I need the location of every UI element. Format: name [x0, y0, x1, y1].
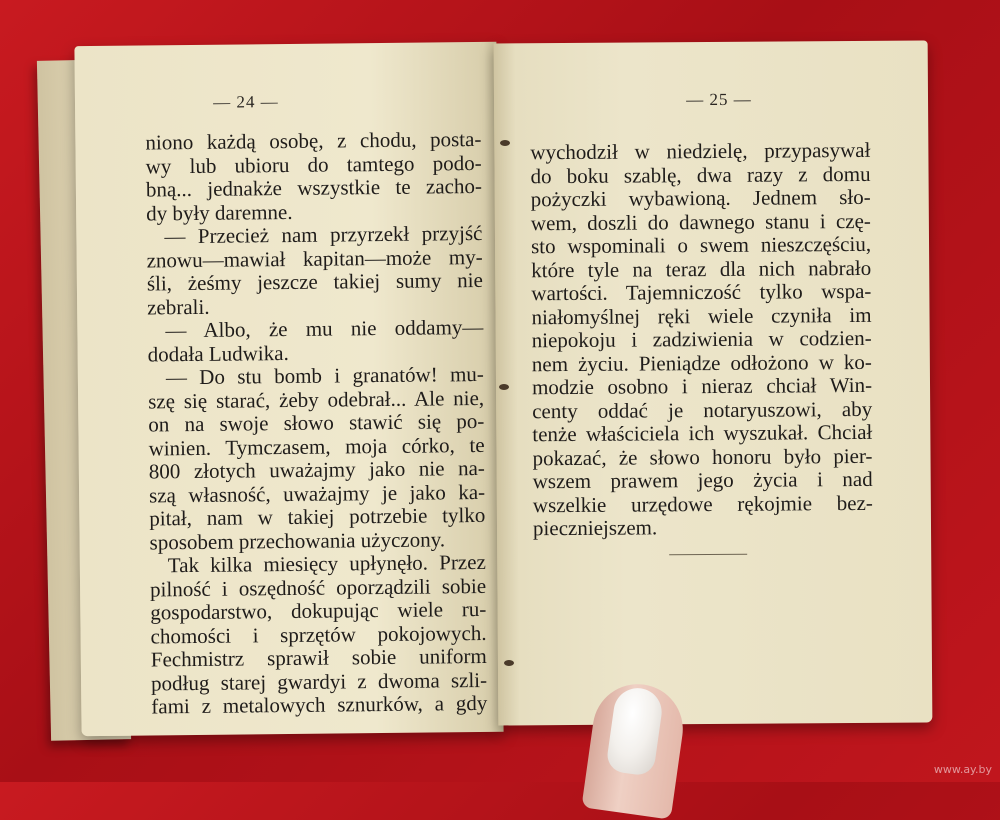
text-line: szą własność, uważajmy je jako ka- — [148, 479, 486, 507]
text-line: centy oddać je notaryuszowi, aby — [532, 396, 873, 423]
binding-stitch — [500, 140, 510, 146]
text-line: wy lub ubioru do tamtego podo- — [145, 150, 482, 178]
text-line: — Przecież nam przyrzekł przyjść — [164, 220, 483, 249]
text-line: bną... jednakże wszystkie te zacho- — [145, 173, 483, 202]
text-line: pilność i oszędność oporządzili sobie — [149, 573, 487, 601]
text-line: Tak kilka miesięcy upłynęło. Przez — [167, 549, 486, 578]
text-line: Fechmistrz sprawił sobie uniform — [150, 643, 487, 672]
text-line: pieczniejszem. — [532, 515, 658, 541]
text-line: sto wspominali o swem nieszczęściu, — [530, 231, 872, 259]
text-line: — Albo, że mu nie oddamy— — [165, 314, 484, 343]
page-number-left: — 24 — — [213, 92, 279, 112]
section-divider — [669, 554, 747, 556]
text-line: pokazać, że słowo honoru było pier- — [532, 443, 873, 470]
left-page — [74, 42, 503, 736]
text-line: śli, żeśmy jeszcze takiej sumy nie — [146, 267, 483, 296]
text-line: — Do stu bomb i granatów! mu- — [165, 361, 484, 390]
text-line: niono każdą osobę, z chodu, posta- — [145, 126, 482, 155]
page-number-right: — 25 — — [686, 89, 752, 110]
text-line: zebrali. — [147, 294, 210, 319]
text-line: wem, doszli do dawnego stanu i czę- — [530, 208, 871, 235]
text-line: niepokoju i zadziwienia w codzien- — [531, 325, 872, 353]
right-page — [494, 40, 933, 725]
binding-stitch — [504, 660, 514, 666]
text-line: niałomyślnej ręki wiele czyniła im — [531, 302, 872, 329]
text-line: znowu—mawiał kapitan—może my- — [146, 244, 483, 272]
text-line: wszem prawem jego życia i nad — [532, 466, 873, 494]
text-line: do boku szablę, dwa razy z domu — [530, 161, 871, 188]
text-line: chomości i sprzętów pokojowych. — [150, 620, 487, 648]
text-line: fami z metalowych sznurków, a gdy — [151, 690, 488, 719]
text-line: nem życiu. Pieniądze odłożono w ko- — [531, 349, 872, 376]
text-line: wartości. Tajemniczość tylko wspa- — [531, 278, 872, 306]
text-line: tenże właściciela ich wyszukał. Chciał — [532, 419, 873, 447]
text-line: wszelkie urzędowe rękojmie bez- — [532, 490, 873, 517]
text-line: on na swoje słowo stawić się po- — [148, 408, 485, 437]
binding-stitch — [499, 384, 509, 390]
text-line: modzie osobno i nieraz chciał Win- — [531, 372, 873, 400]
text-line: dy były daremne. — [146, 199, 293, 225]
text-line: 800 złotych uważajmy jako nie na- — [148, 455, 485, 484]
text-line: podług starej gwardyi z dwoma szli- — [150, 667, 488, 695]
text-line: winien. Tymczasem, moja córko, te — [148, 432, 485, 460]
text-line: pitał, nam w takiej potrzebie tylko — [149, 502, 486, 531]
right-page-text — [530, 139, 873, 541]
text-line: sposobem przechowania użyczony. — [149, 526, 446, 554]
left-page-text — [145, 128, 487, 719]
text-line: dodała Ludwika. — [147, 340, 289, 366]
text-line: pożyczki wybawioną. Jednem sło- — [530, 184, 871, 212]
text-line: szę się starać, żeby odebrał... Ale nie, — [147, 385, 485, 413]
watermark: www.ay.by — [933, 763, 992, 776]
text-line: gospodarstwo, dokupując wiele ru- — [150, 596, 487, 625]
text-line: które tyle na teraz dla nich nabrało — [531, 255, 872, 282]
text-line: wychodził w niedzielę, przypasywał — [530, 137, 871, 165]
